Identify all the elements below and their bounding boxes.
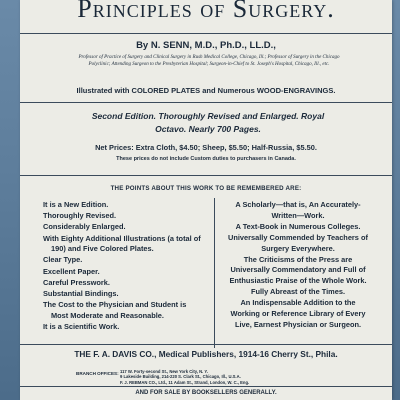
section-rule-1 (20, 102, 392, 103)
section-rule-3 (20, 344, 392, 345)
publisher-name: THE F. A. DAVIS CO., Medical Publishers, 1914-16 Cherry St., Phila. (74, 349, 338, 359)
edition-note: Second Edition. Thoroughly Revised and Enlarged. Royal Octavo. Nearly 700 Pages. (91, 111, 325, 134)
point-item: Universally Commended by Teachers of Surgery Everywhere. (228, 232, 368, 253)
point-item: It is a New Edition. (43, 200, 109, 209)
point-item: Substantial Bindings. (43, 288, 119, 298)
point-item: Fully Abreast of the Times. (250, 287, 346, 297)
point-item: The Cost to the Physician and Student is Most Moderate and Reasonable. (43, 300, 187, 320)
point-item: It is a Scientific Work. (43, 321, 120, 331)
branch-office-line: F. J. REBMAN CO., Ltd., 11 Adam St., Strand, London, W. C., Eng. (120, 379, 250, 385)
point-item: Careful Presswork. (43, 277, 110, 287)
point-item: A Scholarly—that is, An Accurately-Written—Work. (235, 200, 361, 220)
branch-office-line: 9 Lakeside Building, 214-220 S. Clark St., Chicago, Ill., U.S.A. (120, 374, 241, 380)
points-right-column (228, 200, 368, 331)
section-rule-4 (20, 386, 392, 387)
branch-label: BRANCH OFFICES: (76, 371, 119, 376)
author-line: By N. SENN, M.D., Ph.D., LL.D., (136, 40, 276, 51)
customs-note: These prices do not include Custom duties to purchasers in Canada. (116, 156, 296, 162)
point-item: Considerably Enlarged. (43, 222, 126, 232)
point-item: Clear Type. (43, 255, 83, 265)
points-left-column (43, 200, 201, 333)
column-divider (214, 198, 215, 348)
title-rule (20, 33, 392, 34)
net-prices: Net Prices: Extra Cloth, $4.50; Sheep, $5.50; Half-Russia, $5.50. (95, 143, 317, 152)
branch-office-line: 117 W. Forty-second St., New York City, N. Y. (120, 369, 208, 374)
advertisement-page (20, 0, 392, 400)
point-item: With Eighty Additional Illustrations (a total of 190) and Five Colored Plates. (43, 233, 201, 254)
book-title: Principles of Surgery. (77, 0, 335, 23)
point-item: Thoroughly Revised. (43, 211, 117, 221)
points-heading: THE POINTS ABOUT THIS WORK TO BE REMEMBERED ARE: (110, 185, 302, 192)
point-item: A Text-Book in Numerous Colleges. (235, 221, 361, 231)
point-item: Excellent Paper. (43, 266, 100, 276)
point-item: An Indispensable Addition to the Working or Reference Library of Every Live, Earnest Physician or Surgeon. (230, 298, 366, 329)
author-credentials: Professor of Practice of Surgery and Clinical Surgery in Rush Medical College, Chicago, Ill.; Professor of Surgery in the Chicago Polyclinic; Attending Surgeon to the Presbyterian Hospital; Surgeon-in-Chief to St. Joseph's Hospital, Chicago, Ill., etc. (78, 55, 340, 67)
illustrations-note: Illustrated with COLORED PLATES and Numerous WOOD-ENGRAVINGS. (76, 86, 336, 95)
section-rule-2 (20, 175, 392, 176)
point-item: The Criticisms of the Press are Universally Commendatory and Full of Enthusiastic Praise of the Whole Work. (229, 254, 367, 285)
booksellers-note: AND FOR SALE BY BOOKSELLERS GENERALLY. (135, 390, 277, 396)
